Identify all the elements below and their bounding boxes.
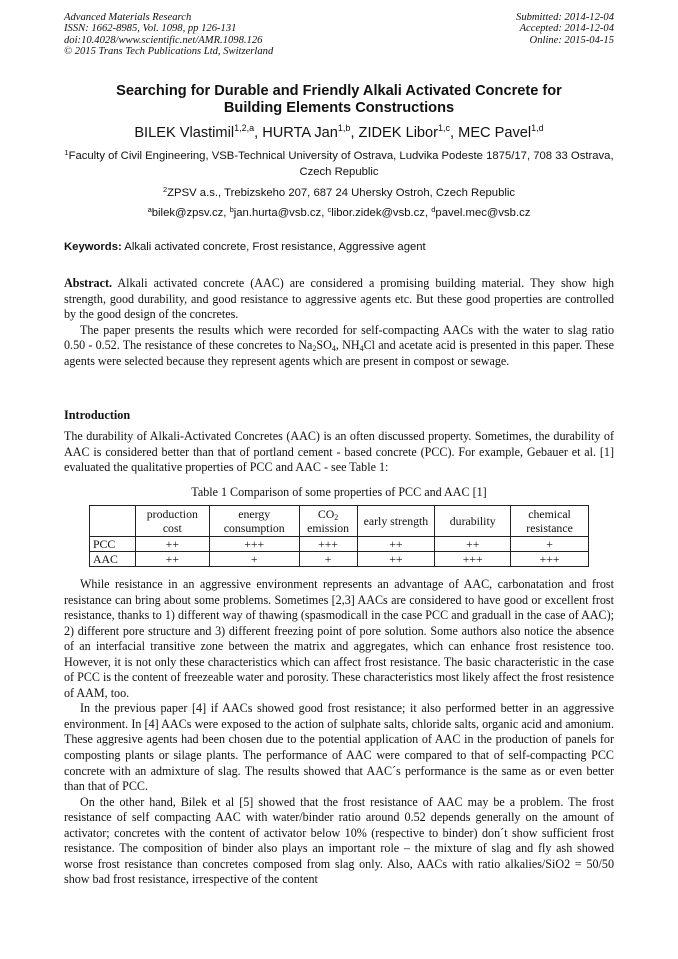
author-separator: ,	[350, 125, 359, 141]
table-cell: +	[511, 537, 589, 552]
doi: doi:10.4028/www.scientific.net/AMR.1098.126	[64, 34, 263, 46]
subscript: 4	[359, 344, 364, 354]
author-affiliation-mark: 1,2,a	[234, 123, 255, 133]
table-cell: +++	[511, 552, 589, 567]
table-cell: +	[299, 552, 357, 567]
table-header-cell: energy consumption	[209, 506, 299, 537]
subscript: 2	[334, 513, 339, 522]
subscript: 2	[312, 344, 317, 354]
author-affiliation-mark: 1,b	[337, 123, 351, 133]
email-link[interactable]: jan.hurta@vsb.cz,	[233, 207, 328, 219]
title-line-2: Building Elements Constructions	[223, 100, 455, 116]
table-cell: +++	[209, 537, 299, 552]
abstract-text: SO	[316, 338, 332, 353]
header-text: emission	[307, 521, 350, 535]
email-mark: c	[327, 205, 332, 214]
author-name: ZIDEK Libor	[358, 125, 439, 141]
abstract-text: Cl and acetate acid is presented in this paper. These agents were selected because they represent agents which are present in compost or sewage.	[64, 338, 614, 368]
accepted-date: Accepted: 2014-12-04	[519, 23, 614, 35]
table-cell: +	[209, 552, 299, 567]
author-name: BILEK Vlastimil	[134, 125, 235, 141]
author-affiliation-mark: 1,d	[531, 123, 544, 133]
table-header-cell: durability	[435, 506, 511, 537]
table-cell: +++	[435, 552, 511, 567]
journal-header	[64, 12, 273, 58]
keywords-label: Keywords:	[64, 241, 122, 253]
author-list	[30, 124, 648, 142]
table-cell: ++	[357, 552, 435, 567]
intro-continued	[64, 577, 614, 888]
abstract-text: , NH	[335, 338, 360, 353]
table-header-cell: chemical resistance	[511, 506, 589, 537]
paragraph: In the previous paper [4] if AACs showed good frost resistance; it also performed better in an aggressive environment. In [4] AACs were exposed to the action of sulphate salts, chloride salts, organic acid and amonium. These aggresive agents had been chosen due to the potential application of AAC in the production of panels for composting plants or silage plants. The performance of AAC were compared to that of self-compacting PCC concrete with an admixture of slag. The results showed that AAC´s performance is the same as or even better than that of PCC.	[64, 701, 614, 794]
issn: ISSN: 1662-8985, Vol. 1098, pp 126-131	[64, 23, 237, 35]
email-link[interactable]: bilek@zpsv.cz,	[151, 207, 230, 219]
paragraph: The durability of Alkali-Activated Concretes (AAC) is an often discussed property. Sometimes, the durability of AAC is considered better than that of portland cement - based concrete (PCC). For example, Gebauer et al. [1] evaluated the qualitative properties of PCC and AAC - see Table 1:	[64, 429, 614, 475]
subscript: 4	[331, 344, 336, 354]
author-name: MEC Pavel	[458, 125, 532, 141]
table-row-label: PCC	[90, 537, 136, 552]
table-cell: ++	[135, 552, 209, 567]
affiliation-text: Faculty of Civil Engineering, VSB-Technical University of Ostrava, Ludvika Podeste 1875/17, 708 33 Ostrava, Czech Republic	[68, 150, 614, 178]
abstract-text: Alkali activated concrete (AAC) are considered a promising building material. They show high strength, good durability, and good resistance to aggressive agents etc. But these good properties are controlled by the good design of the concretes.	[64, 276, 614, 322]
keywords-text: Alkali activated concrete, Frost resistance, Aggressive agent	[121, 241, 426, 253]
copyright: © 2015 Trans Tech Publications Ltd, Switzerland	[64, 46, 274, 58]
table-header-cell: early strength	[357, 506, 435, 537]
author-separator: ,	[450, 125, 459, 141]
paper-title	[40, 83, 638, 117]
table-cell: ++	[435, 537, 511, 552]
author-name: HURTA Jan	[262, 125, 338, 141]
table-header-cell	[90, 506, 136, 537]
dates-header	[516, 12, 614, 46]
table-header-cell: production cost	[135, 506, 209, 537]
header-text: CO	[317, 507, 335, 521]
author-separator: ,	[254, 125, 263, 141]
table-caption: Table 1 Comparison of some properties of PCC and AAC [1]	[191, 485, 487, 499]
abstract-paragraph-1	[64, 276, 614, 323]
email-list	[60, 206, 618, 222]
email-mark: b	[229, 205, 234, 214]
comparison-table	[89, 505, 589, 567]
online-date: Online: 2015-04-15	[529, 34, 614, 46]
table-cell: +++	[299, 537, 357, 552]
section-heading: Introduction	[64, 408, 131, 422]
abstract-section	[64, 276, 614, 369]
email-mark: d	[431, 205, 436, 214]
table-row	[90, 537, 589, 552]
affiliation-mark: 2	[162, 185, 168, 194]
email-link[interactable]: pavel.mec@vsb.cz	[435, 207, 531, 219]
intro-paragraph-1	[64, 429, 614, 476]
keywords	[64, 240, 614, 255]
affiliation-text: ZPSV a.s., Trebizskeho 207, 687 24 Uhersky Ostroh, Czech Republic	[167, 187, 516, 199]
affiliation-1	[60, 149, 618, 180]
paragraph: On the other hand, Bilek et al [5] showed that the frost resistance of AAC may be a problem. The frost resistance of self compacting AAC with water/binder ratio around 0.52 depends generally on the amount of activator; concretes with the content of activator below 10% (respective to binder) don´t show sufficient frost resistance. The composition of binder also plays an important role – the mixture of slag and fly ash showed worse frost resistance than concretes composed from slag only. Also, AACs with ratio alkalies/SiO2 = 50/50 show bad frost resistance, irrespective of the content	[64, 794, 614, 887]
email-link[interactable]: libor.zidek@vsb.cz,	[331, 207, 432, 219]
table-row	[90, 552, 589, 567]
submitted-date: Submitted: 2014-12-04	[516, 12, 614, 23]
table-header-cell	[299, 506, 357, 537]
paragraph: While resistance in an aggressive environment represents an advantage of AAC, carbonatation and frost resistance can bring about some problems. Sometimes [2,3] AACs are considered to have good or excellent frost resistance, thanks to 1) different way of thawing (spasmodicall in the case PCC and graduall in the case of AAC); 2) different pore structure and 3) different freezing point of pore solution. Some authors also notice the absence of an interfacial transitive zone between the matrix and aggregates, which can enhance frost resistence too. However, it is not only these characteristics which can affect frost resistance. The basic characteristic in the case of PCC is the content of freezeable water and porosity. These characteristics most likely affect the frost resistence of AAM, too.	[64, 577, 614, 700]
abstract-label: Abstract.	[64, 276, 113, 290]
affiliation-mark: 1	[64, 148, 69, 157]
journal-name: Advanced Materials Research	[64, 12, 192, 23]
table-cell: ++	[357, 537, 435, 552]
author-affiliation-mark: 1,c	[438, 123, 451, 133]
email-mark: a	[147, 205, 152, 214]
table-cell: ++	[135, 537, 209, 552]
table-header-row	[90, 506, 589, 537]
abstract-text: The paper presents the results which were recorded for self-compacting AACs with the water to slag ratio 0.50 - 0.52. The resistance of these concretes to Na	[64, 322, 614, 353]
affiliation-2	[60, 186, 618, 202]
table-row-label: AAC	[90, 552, 136, 567]
title-line-1: Searching for Durable and Friendly Alkali Activated Concrete for	[116, 83, 562, 99]
abstract-paragraph-2	[64, 323, 614, 370]
